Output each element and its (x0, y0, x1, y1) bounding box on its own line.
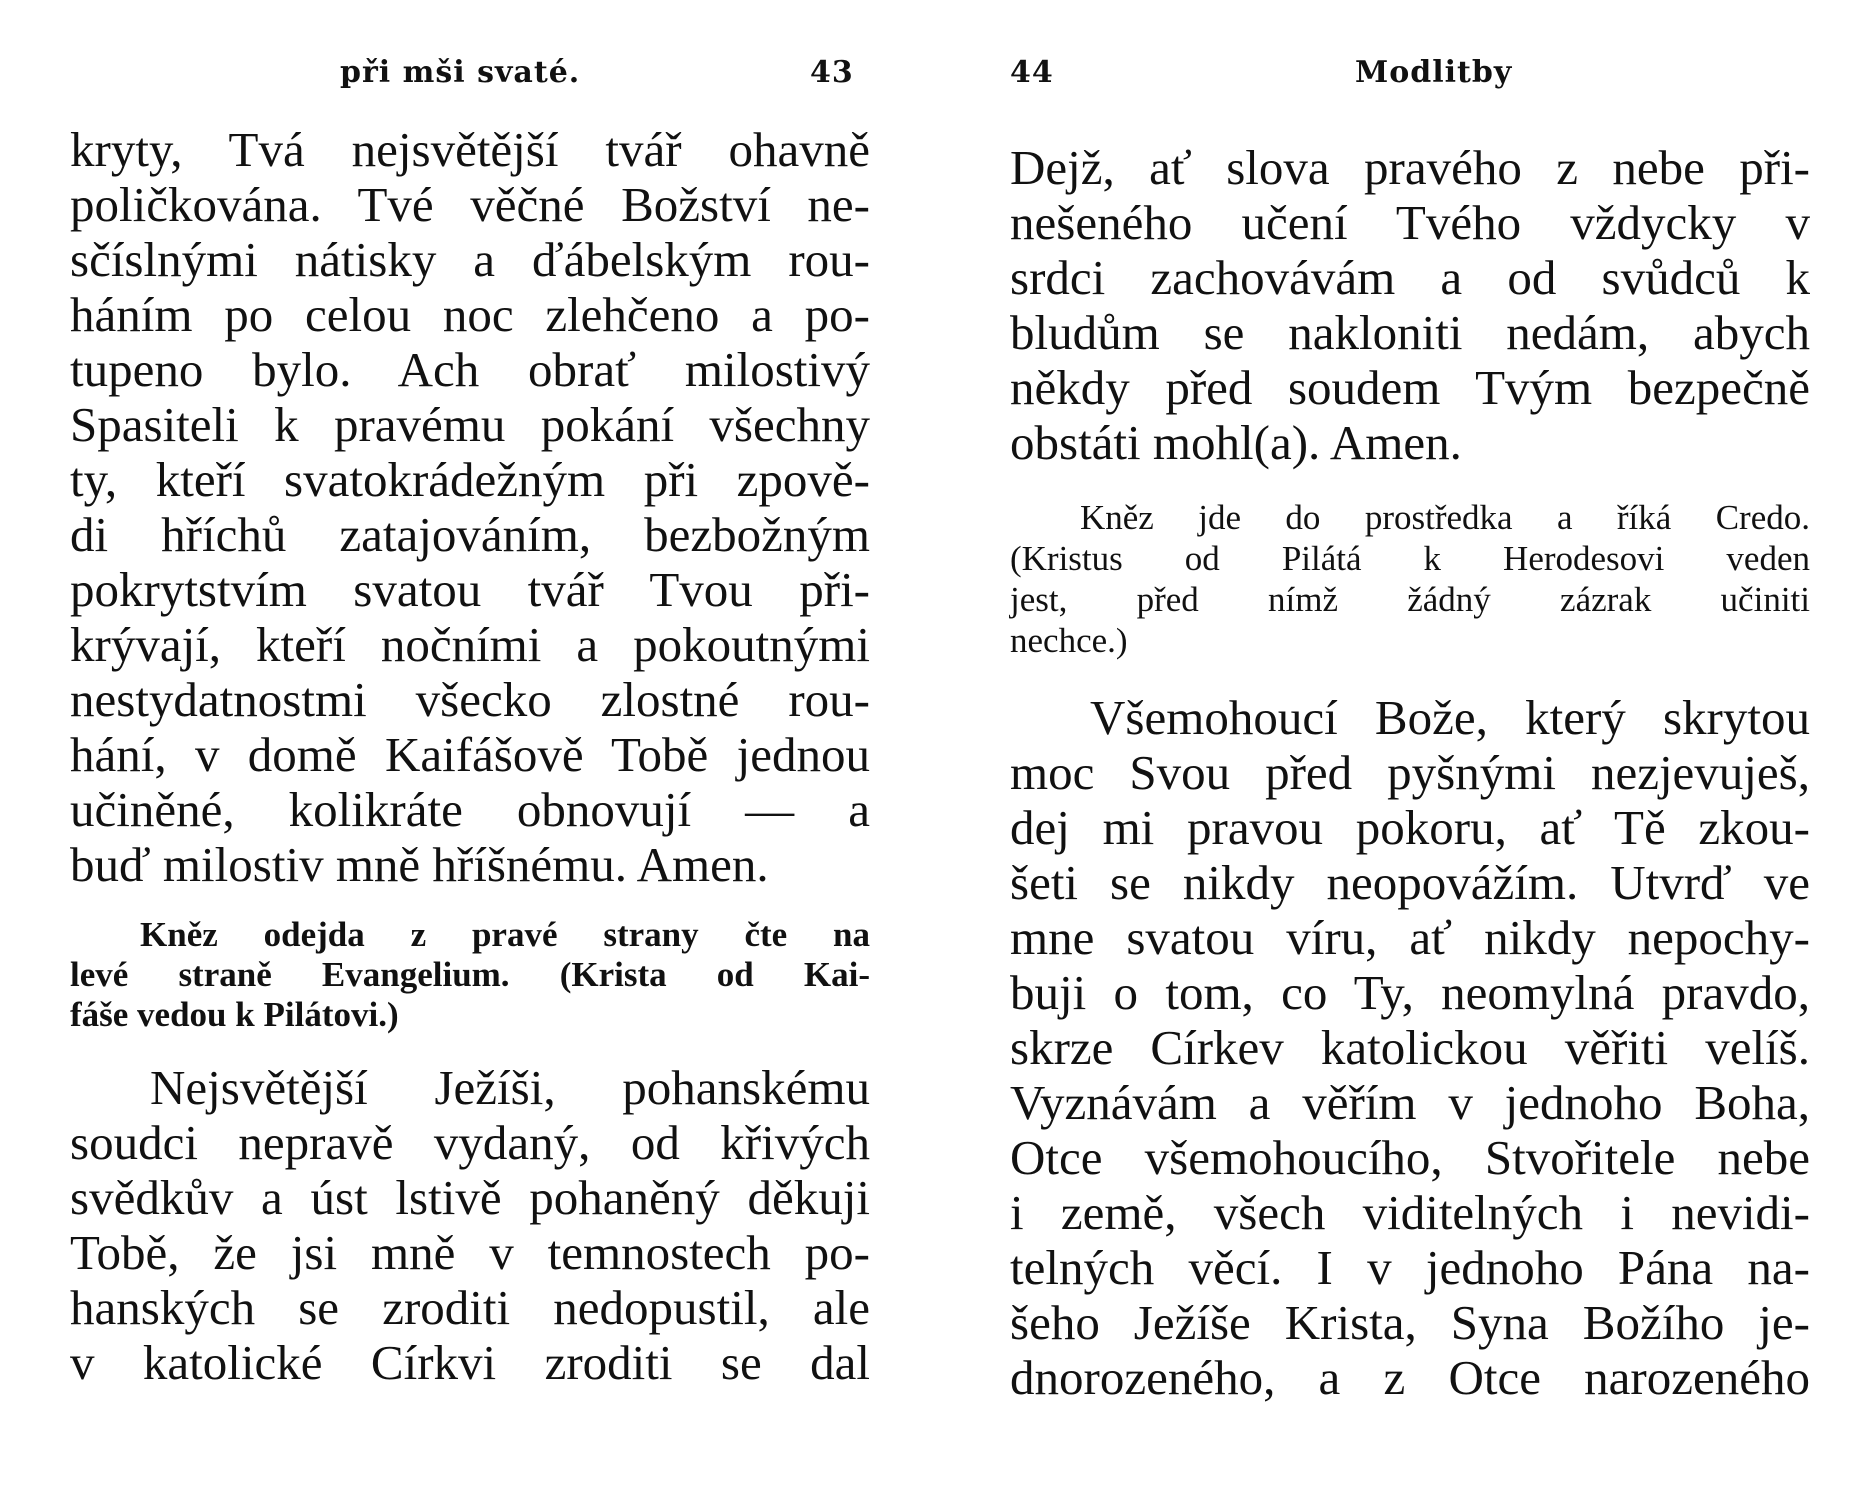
text-line: Tobě, že jsi mně v temnostech po- (70, 1225, 870, 1280)
text-line: nešeného učení Tvého vždycky v (1010, 195, 1810, 250)
text-line: Spasiteli k pravému pokání všechny (70, 397, 870, 452)
text-line: svědkův a úst lstivě pohaněný děkuji (70, 1170, 870, 1225)
text-line: pokrytstvím svatou tvář Tvou při- (70, 562, 870, 617)
text-line: v katolické Církvi zroditi se dal (70, 1335, 870, 1390)
text-line: skrze Církev katolickou věřiti velíš. (1010, 1020, 1810, 1075)
text-line: učiněné, kolikráte obnovují — a (70, 782, 870, 837)
text-line: Vyznávám a věřím v jednoho Boha, (1010, 1075, 1810, 1130)
text-line: di hříchů zatajováním, bezbožným (70, 507, 870, 562)
right-header-title: Modlitby (1355, 55, 1513, 90)
right-page (1010, 0, 1810, 1500)
text-line: Otce všemohoucího, Stvořitele nebe (1010, 1130, 1810, 1185)
text-line: tupeno bylo. Ach obrať milostivý (70, 342, 870, 397)
text-line: krývají, kteří nočními a pokoutnými (70, 617, 870, 672)
rubric-line: levé straně Evangelium. (Krista od Kai- (70, 955, 870, 994)
text-line: buď milostiv mně hříšnému. Amen. (70, 837, 769, 892)
text-line: bludům se nakloniti nedám, abych (1010, 305, 1810, 360)
rubric-line: Kněz odejda z pravé strany čte na (140, 915, 870, 954)
rubric-line: jest, před nímž žádný zázrak učiniti (1010, 580, 1810, 619)
text-line: mne svatou víru, ať nikdy nepochy- (1010, 910, 1810, 965)
text-line: sčíslnými nátisky a ďábelským rou- (70, 232, 870, 287)
rubric-line: fáše vedou k Pilátovi.) (70, 995, 399, 1034)
text-line: Všemohoucí Bože, který skrytou (1090, 690, 1810, 745)
text-line: soudci nepravě vydaný, od křivých (70, 1115, 870, 1170)
left-header-title: při mši svaté. (340, 55, 581, 90)
text-line: poličkována. Tvé věčné Božství ne- (70, 177, 870, 232)
text-line: háním po celou noc zlehčeno a po- (70, 287, 870, 342)
text-line: nestydatnostmi všecko zlostné rou- (70, 672, 870, 727)
text-line: šeti se nikdy neopovážím. Utvrď ve (1010, 855, 1810, 910)
rubric-line: Kněz jde do prostředka a říká Credo. (1080, 498, 1810, 537)
text-line: moc Svou před pyšnými nezjevuješ, (1010, 745, 1810, 800)
text-line: obstáti mohl(a). Amen. (1010, 415, 1462, 470)
text-line: hanských se zroditi nedopustil, ale (70, 1280, 870, 1335)
text-line: kryty, Tvá nejsvětější tvář ohavně (70, 122, 870, 177)
right-running-header (1010, 55, 1810, 95)
text-line: Dejž, ať slova pravého z nebe při- (1010, 140, 1810, 195)
left-page-number: 43 (810, 55, 854, 90)
text-line: srdci zachovávám a od svůdců k (1010, 250, 1810, 305)
rubric-line: nechce.) (1010, 621, 1128, 660)
right-page-number: 44 (1010, 55, 1054, 90)
text-line: dej mi pravou pokoru, ať Tě zkou- (1010, 800, 1810, 855)
text-line: i země, všech viditelných i nevidi- (1010, 1185, 1810, 1240)
text-line: buji o tom, co Ty, neomylná pravdo, (1010, 965, 1810, 1020)
text-line: někdy před soudem Tvým bezpečně (1010, 360, 1810, 415)
text-line: dnorozeného, a z Otce narozeného (1010, 1350, 1810, 1405)
rubric-line: (Kristus od Pilátá k Herodesovi veden (1010, 539, 1810, 578)
text-line: Nejsvětější Ježíši, pohanskému (150, 1060, 870, 1115)
left-page (70, 0, 870, 1500)
left-running-header (70, 55, 870, 95)
text-line: ty, kteří svatokrádežným při zpově- (70, 452, 870, 507)
text-line: šeho Ježíše Krista, Syna Božího je- (1010, 1295, 1810, 1350)
text-line: hání, v domě Kaifášově Tobě jednou (70, 727, 870, 782)
text-line: telných věcí. I v jednoho Pána na- (1010, 1240, 1810, 1295)
